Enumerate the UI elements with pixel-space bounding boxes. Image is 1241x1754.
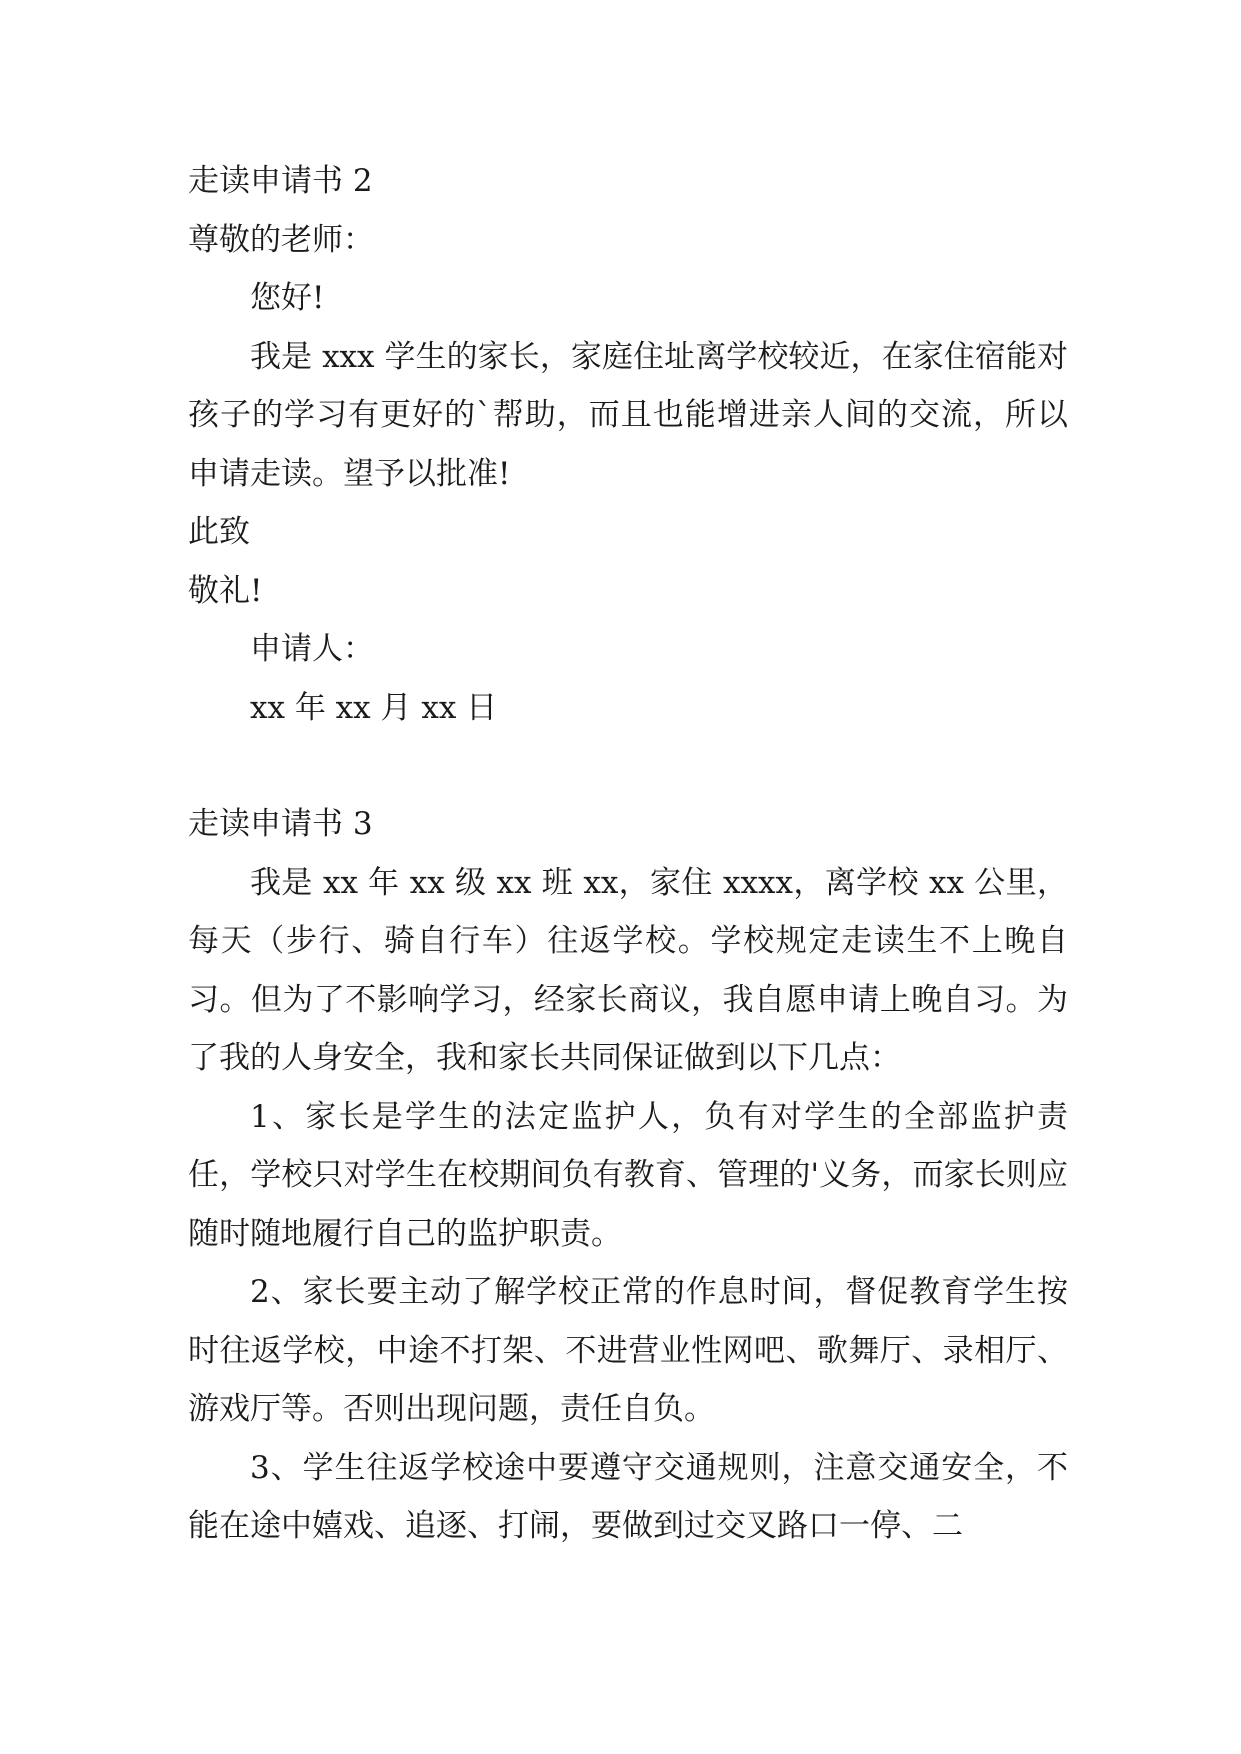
letter-2-closing-1: 此致: [188, 514, 250, 550]
document-body: [188, 152, 1068, 1556]
letter-2-salutation: 尊敬的老师：: [188, 221, 374, 258]
letter-3-item-3: 3、学生往返学校途中要遵守交通规则，注意交通安全，不能在途中嬉戏、追逐、打闹，要做到过交叉路口一停、二: [188, 1449, 1068, 1544]
letter-3-item-1: 1、家长是学生的法定监护人，负有对学生的全部监护责任，学校只对学生在校期间负有教育、管理的'义务，而家长则应随时随地履行自己的监护职责。: [188, 1098, 1068, 1252]
letter-2-title: 走读申请书 2: [188, 163, 373, 199]
letter-3-intro: 我是 xx 年 xx 级 xx 班 xx，家住 xxxx，离学校 xx 公里，每天（步行、骑自行车）往返学校。学校规定走读生不上晚自习。但为了不影响学习，经家长商议，我自愿申请上晚自习。为了我的人身安全，我和家长共同保证做到以下几点：: [188, 864, 1068, 1076]
letter-2-date: xx 年 xx 月 xx 日: [250, 689, 498, 726]
letter-2-signature: 申请人：: [250, 631, 374, 667]
letter-2-closing-2: 敬礼!: [188, 572, 263, 609]
letter-3-title: 走读申请书 3: [188, 806, 373, 842]
letter-2-body: 我是 xxx 学生的家长，家庭住址离学校较近，在家住宿能对孩子的学习有更好的`帮助，而且也能增进亲人间的交流，所以申请走读。望予以批准!: [188, 338, 1068, 492]
letter-3-item-2: 2、家长要主动了解学校正常的作息时间，督促教育学生按时往返学校，中途不打架、不进营业性网吧、歌舞厅、录相厅、游戏厅等。否则出现问题，责任自负。: [188, 1274, 1068, 1427]
letter-2-greeting: 您好!: [250, 280, 325, 316]
section-gap: [188, 737, 1068, 795]
